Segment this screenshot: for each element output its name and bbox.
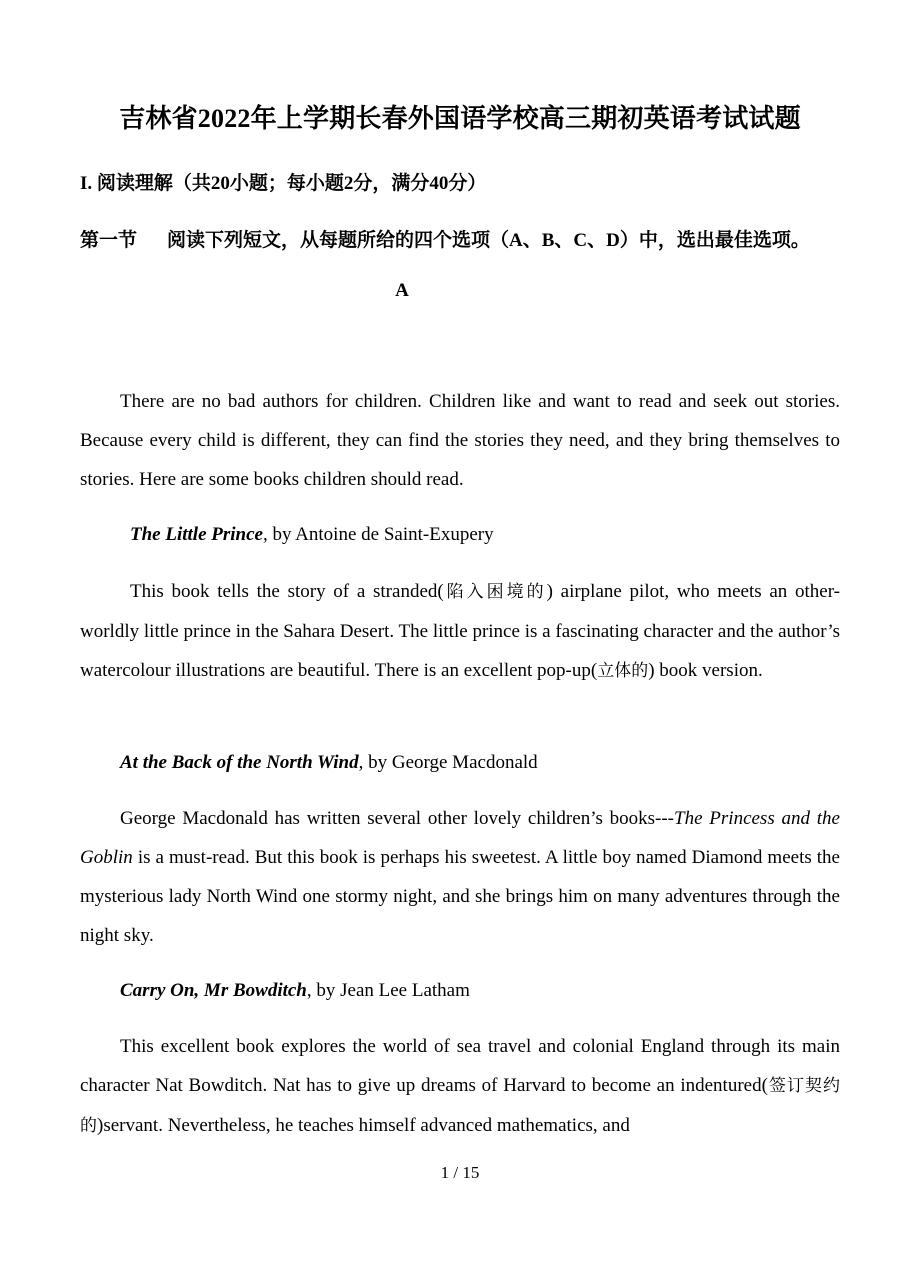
section-part-label: 第一节 [80, 230, 138, 251]
section-instruction [80, 225, 810, 252]
referenced-book-title: The Princess and the Goblin [80, 808, 840, 868]
chinese-gloss: 立体的 [597, 661, 649, 681]
description-text: ) airplane pilot, who meets an other-worldly little prince in the Sahara Desert. The little prince is a fascinating character and the author’s watercolour illustrations are beautiful. There is an excellent pop-up( [80, 581, 841, 681]
book-heading-bowditch [120, 980, 470, 1002]
intro-paragraph: There are no bad authors for children. Children like and want to read and seek out stories. Because every child is different, they can find the stories they need, and they bring themselves to stories. Here are some books children should read. [80, 391, 840, 490]
book-title: Carry On, Mr Bowditch [120, 980, 307, 1001]
passage-letter: A [395, 280, 409, 301]
page-number: 1 / 15 [440, 1163, 480, 1182]
section-instruction-text: 阅读下列短文，从每题所给的四个选项（A、B、C、D）中，选出最佳选项。 [167, 230, 810, 251]
book-title: At the Back of the North Wind [120, 752, 359, 773]
book-title: The Little Prince [130, 524, 263, 545]
page-title: 吉林省2022年上学期长春外国语学校高三期初英语考试试题 [119, 104, 801, 133]
description-text: )servant. Nevertheless, he teaches himself advanced mathematics, and [97, 1115, 630, 1136]
book-heading-north-wind [120, 752, 538, 774]
description-text: ) book version. [648, 660, 763, 681]
chinese-gloss: 签订契约的 [80, 1076, 840, 1136]
description-text: is a must-read. But this book is perhaps his sweetest. A little boy named Diamond meets the mysterious lady North Wind one stormy night, and she brings him on many adventures through the night sky. [80, 847, 840, 946]
book-author: , by George Macdonald [358, 752, 538, 773]
chinese-gloss: 陷入困境的 [443, 582, 547, 602]
description-text: George Macdonald has written several other lovely children’s books--- [120, 808, 675, 829]
section-label: I. 阅读理解（共20小题；每小题2分，满分40分） [80, 173, 487, 194]
description-text: This excellent book explores the world of sea travel and colonial England through its main character Nat Bowditch. Nat has to give up dreams of Harvard to become an indentured( [80, 1036, 840, 1096]
book-description-bowditch [80, 1027, 840, 1146]
book-description-north-wind [80, 799, 840, 955]
book-author: , by Antoine de Saint-Exupery [262, 524, 494, 545]
book-heading-little-prince [130, 524, 494, 546]
book-description-little-prince [80, 572, 840, 691]
description-text: This book tells the story of a stranded( [130, 581, 444, 602]
book-author: , by Jean Lee Latham [306, 980, 470, 1001]
